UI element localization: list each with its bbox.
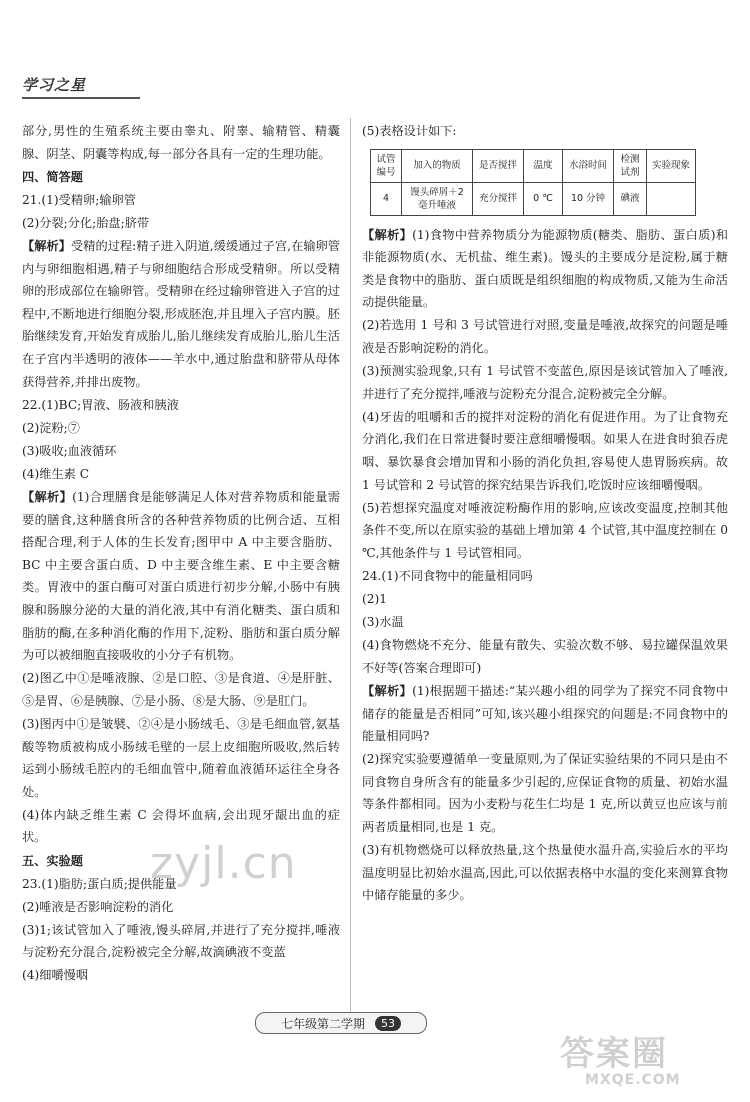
table-header-cell: 水浴时间 [563,149,614,182]
answer-line: (2)分裂;分化;胎盘;脐带 [22,215,150,230]
page-number: 53 [375,1016,401,1031]
answer-line: (3)水温 [362,615,404,630]
table-cell: 充分搅拌 [473,182,524,215]
table-intro: (5)表格设计如下: [362,124,457,138]
right-column-body [362,224,728,907]
answer-line: 部分,男性的生殖系统主要由睾丸、附睾、输精管、精囊腺、阴茎、阴囊等构成,每一部分各具有一定的生理功能。 [22,124,340,161]
analysis-tag: 【解析】 [22,238,71,253]
analysis-tag: 【解析】 [362,683,413,698]
analysis-text: (1)合理膳食是能够满足人体对营养物质和能量需要的膳食,这种膳食所含的各种营养物质的比例合适、互相搭配合理,利于人体的生长发育;图甲中 A 中主要含脂肪、BC 中主要含蛋白质、D 中主要含维生素、E 中主要含糖类。胃液中的蛋白酶可对蛋白质进行初步分解,小肠中有胰腺和肠腺分泌的大量的消化液,其中有消化糖类、蛋白质和脂肪的酶,在多种消化酶的作用下,淀粉、脂肪和蛋白质分解为可以被细胞直接吸收的小分子有机物。 [22,490,341,663]
table-header-cell: 试管编号 [371,149,402,182]
table-header-cell: 实验现象 [647,149,696,182]
experiment-table [370,149,696,216]
analysis-paragraph [362,224,728,314]
analysis-paragraph [22,235,340,393]
answer-line: (4)维生素 C [22,466,90,481]
answer-line: (3)1;该试管加入了唾液,馒头碎屑,并进行了充分搅拌,唾液与淀粉充分混合,淀粉被完全分解,故滴碘液不变蓝 [22,922,340,960]
answer-line: (3)吸收;血液循环 [22,443,117,458]
answer-line: (3)图丙中①是皱襞、②④是小肠绒毛、③是毛细血管,氨基酸等物质被构成小肠绒毛壁的一层上皮细胞所吸收,然后转运到小肠绒毛腔内的毛细血管中,随着血液循环运往全身各处。 [22,716,340,799]
answer-line: (2)1 [362,592,388,607]
analysis-text: 受精的过程:精子进入阴道,缓缓通过子宫,在输卵管内与卵细胞相遇,精子与卵细胞结合形成受精卵。所以受精卵的形成部位在输卵管。受精卵在经过输卵管进入子宫的过程中,不断地进行细胞分裂,形成胚泡,并且埋入子宫内膜。胚胎继续发育,开始发育成胎儿,胎儿继续发育成胎儿,胎儿生活在子宫内半透明的液体——羊水中,通过胎盘和脐带从母体获得营养,并排出废物。 [22,238,340,389]
answer-line: 23.(1)脂肪;蛋白质;提供能量 [22,876,177,891]
column-divider [350,118,351,1030]
section-heading: 四、简答题 [22,169,83,184]
table-row [371,182,696,215]
table-cell: 0 ℃ [524,182,563,215]
url-watermark: MXQE.COM [585,1072,681,1088]
section-heading: 五、实验题 [22,853,83,868]
header-logo: 学习之星 [22,76,87,94]
answer-line: 24.(1)不同食物中的能量相同吗 [362,569,533,583]
site-watermark: zyjl.cn [150,838,297,889]
answer-line: (2)若选用 1 号和 3 号试管进行对照,变量是唾液,故探究的问题是唾液是否影响淀粉的消化。 [362,318,728,356]
table-header-cell: 检测试剂 [614,149,647,182]
footer-grade: 七年级第二学期 [280,1016,365,1031]
answer-line: (5)若想探究温度对唾液淀粉酶作用的影响,应该改变温度,控制其他条件不变,所以在原实验的基础上增加第 4 个试管,其中温度控制在 0 ℃,其他条件与 1 号试管相同。 [362,500,728,560]
table-cell: 馒头碎屑＋2毫升唾液 [402,182,473,215]
table-cell: 10 分钟 [563,182,614,215]
header-rule [22,97,140,99]
answer-line: (3)有机物燃烧可以释放热量,这个热量使水温升高,实验后水的平均温度明显比初始水温高,因此,可以依据表格中水温的变化来测算食物中储存能量的多少。 [362,843,728,903]
analysis-tag: 【解析】 [362,227,413,242]
analysis-paragraph [22,486,340,667]
analysis-tag: 【解析】 [22,490,73,504]
answer-line: (4)细嚼慢咽 [22,968,89,983]
answer-line: (4)牙齿的咀嚼和舌的搅拌对淀粉的消化有促进作用。为了让食物充分消化,我们在日常进餐时要注意细嚼慢咽。如果人在进食时狼吞虎咽、暴饮暴食会增加胃和小肠的消化负担,容易使人患胃肠疾病。故 1 号试管和 2 号试管的探究结果告诉我们,吃饭时应该细嚼慢咽。 [362,409,728,492]
answer-line: (2)图乙中①是唾液腺、②是口腔、③是食道、④是肝脏、⑤是胃、⑥是胰腺、⑦是小肠、⑧是大肠、⑨是肛门。 [22,671,340,708]
brand-watermark: 答案圈 [560,1034,668,1074]
answer-line: (4)体内缺乏维生素 C 会得坏血病,会出现牙龈出血的症状。 [22,807,340,845]
table-header-row [371,149,696,182]
answer-line: (2)淀粉;⑦ [22,420,80,435]
table-cell: 4 [371,182,402,215]
answer-line: 22.(1)BC;胃液、肠液和胰液 [22,397,179,412]
table-cell [647,182,696,215]
table-header-cell: 温度 [524,149,563,182]
answer-line: 21.(1)受精卵;输卵管 [22,192,136,207]
table-cell: 碘液 [614,182,647,215]
analysis-text: (1)食物中营养物质分为能源物质(糖类、脂肪、蛋白质)和非能源物质(水、无机盐、维生素)。馒头的主要成分是淀粉,属于糖类是食物中的脂肪、蛋白质既是组织细胞的构成物质,又能为生命活动提供能量。 [362,227,728,310]
answer-line: (3)预测实验现象,只有 1 号试管不变蓝色,原因是该试管加入了唾液,并进行了充分搅拌,唾液与淀粉充分混合,淀粉被完全分解。 [362,364,728,401]
analysis-text: (1)根据题干描述:“某兴趣小组的同学为了探究不同食物中储存的能量是否相同”可知,该兴趣小组探究的问题是:不同食物中的能量相同吗? [362,683,729,744]
footer-bar [255,1012,427,1034]
analysis-paragraph [362,680,728,748]
answer-line: (2)唾液是否影响淀粉的消化 [22,899,174,914]
answer-line: (2)探究实验要遵循单一变量原则,为了保证实验结果的不同只是由不同食物自身所含有的能量多少引起的,应保证食物的质量、初始水温等条件都相同。因为小麦粉与花生仁均是 1 克,所以黄豆也应该与前两者质量相同,也是 1 克。 [362,752,728,835]
table-header-cell: 是否搅拌 [473,149,524,182]
answer-line: (4)食物燃烧不充分、能量有散失、实验次数不够、易拉罐保温效果不好等(答案合理即可) [362,638,728,675]
table-header-cell: 加入的物质 [402,149,473,182]
right-column [362,120,728,907]
